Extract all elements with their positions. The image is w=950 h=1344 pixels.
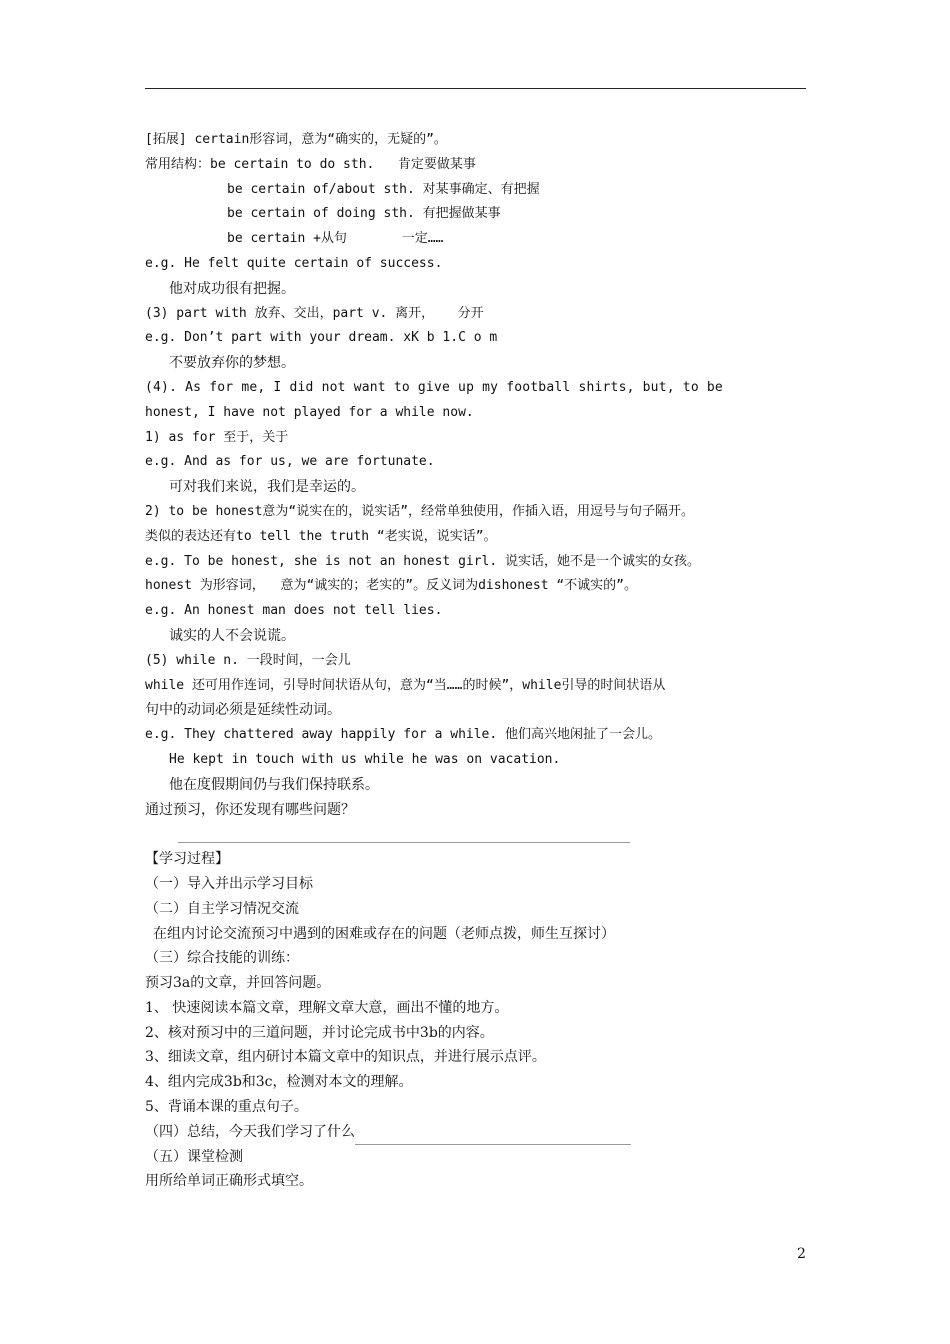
page-number: 2 bbox=[797, 1246, 806, 1262]
translation-line: 他在度假期间仍与我们保持联系。 bbox=[169, 776, 379, 793]
structure-line-3: be certain of doing sth. 有把握做某事 bbox=[227, 206, 501, 222]
while-heading: (5) while n. 一段时间，一会儿 bbox=[145, 652, 351, 668]
translation-line: 不要放弃你的梦想。 bbox=[169, 355, 295, 372]
to-be-honest-heading: 2) to be honest意为“说实在的，说实话”，经常单独使用，作插入语，用逗号与句子隔开。 bbox=[145, 503, 695, 519]
step-5: （五）课堂检测 bbox=[145, 1148, 243, 1165]
example-line: e.g. And as for us, we are fortunate. bbox=[145, 454, 435, 470]
step-3: （三）综合技能的训练： bbox=[145, 950, 299, 967]
step-1: （一）导入并出示学习目标 bbox=[145, 875, 313, 892]
example-line: e.g. Don’t part with your dream. xK b 1.C o m bbox=[145, 330, 498, 346]
task-3: 3、细读文章，组内研讨本篇文章中的知识点，并进行展示点评。 bbox=[145, 1049, 546, 1066]
task-1: 1、 快速阅读本篇文章，理解文章大意，画出不懂的地方。 bbox=[145, 999, 509, 1016]
preview-question: 通过预习，你还发现有哪些问题？ bbox=[145, 801, 355, 818]
translation-line: 他对成功很有把握。 bbox=[169, 280, 295, 297]
expansion-certain: [拓展] certain形容词，意为“确实的，无疑的”。 bbox=[145, 132, 447, 147]
similar-expression: 类似的表达还有to tell the truth “老实说，说实话”。 bbox=[145, 528, 497, 544]
while-conjunction: while 还可用作连词，引导时间状语从句，意为“当……的时候”，while引导的时间状语从 bbox=[145, 677, 666, 693]
item-4-sentence-cont: honest, I have not played for a while now. bbox=[145, 404, 474, 420]
as-for-heading: 1) as for 至于，关于 bbox=[145, 429, 289, 445]
answer-blank-line[interactable] bbox=[178, 828, 630, 843]
structure-line-2: be certain of/about sth. 对某事确定、有把握 bbox=[227, 181, 540, 197]
example-line: e.g. An honest man does not tell lies. bbox=[145, 603, 443, 619]
task-5: 5、背诵本课的重点句子。 bbox=[145, 1099, 308, 1116]
translation-line: 可对我们来说，我们是幸运的。 bbox=[169, 479, 365, 496]
while-conjunction-cont: 句中的动词必须是延续性动词。 bbox=[145, 702, 341, 719]
item-3-heading: (3) part with 放弃、交出，part v. 离开， 分开 bbox=[145, 305, 484, 321]
example-line: e.g. To be honest, she is not an honest girl. 说实话，她不是一个诚实的女孩。 bbox=[145, 553, 701, 569]
example-line: e.g. They chattered away happily for a while. 他们高兴地闲扯了一会儿。 bbox=[145, 727, 662, 743]
honest-definition: honest 为形容词， 意为“诚实的；老实的”。反义词为dishonest “不诚实的”。 bbox=[145, 578, 638, 594]
translation-line: 诚实的人不会说谎。 bbox=[169, 627, 295, 644]
step-4-label: （四）总结，今天我们学习了什么 bbox=[145, 1123, 355, 1140]
summary-blank-line[interactable] bbox=[355, 1130, 631, 1145]
structure-line-1: 常用结构：be certain to do sth. 肯定要做某事 bbox=[145, 156, 476, 172]
item-4-sentence: (4). As for me, I did not want to give up my football shirts, but, to be bbox=[145, 379, 723, 395]
exercise-instruction: 用所给单词正确形式填空。 bbox=[145, 1173, 313, 1190]
learning-process-heading: 【学习过程】 bbox=[145, 851, 229, 868]
task-4: 4、组内完成3b和3c，检测对本文的理解。 bbox=[145, 1074, 413, 1091]
step-4-summary bbox=[145, 1120, 825, 1145]
header-rule bbox=[145, 88, 806, 89]
step-3-intro: 预习3a的文章，并回答问题。 bbox=[145, 975, 331, 992]
task-2: 2、核对预习中的三道问题，并讨论完成书中3b的内容。 bbox=[145, 1024, 494, 1041]
step-2-detail: 在组内讨论交流预习中遇到的困难或存在的问题（老师点拨，师生互探讨） bbox=[153, 925, 615, 942]
example-line: He kept in touch with us while he was on vacation. bbox=[169, 751, 561, 767]
example-line: e.g. He felt quite certain of success. bbox=[145, 255, 443, 271]
page-content bbox=[145, 128, 825, 1194]
step-2: （二）自主学习情况交流 bbox=[145, 900, 299, 917]
structure-line-4: be certain +从句 一定…… bbox=[227, 231, 444, 247]
answer-blank-row bbox=[145, 822, 825, 847]
